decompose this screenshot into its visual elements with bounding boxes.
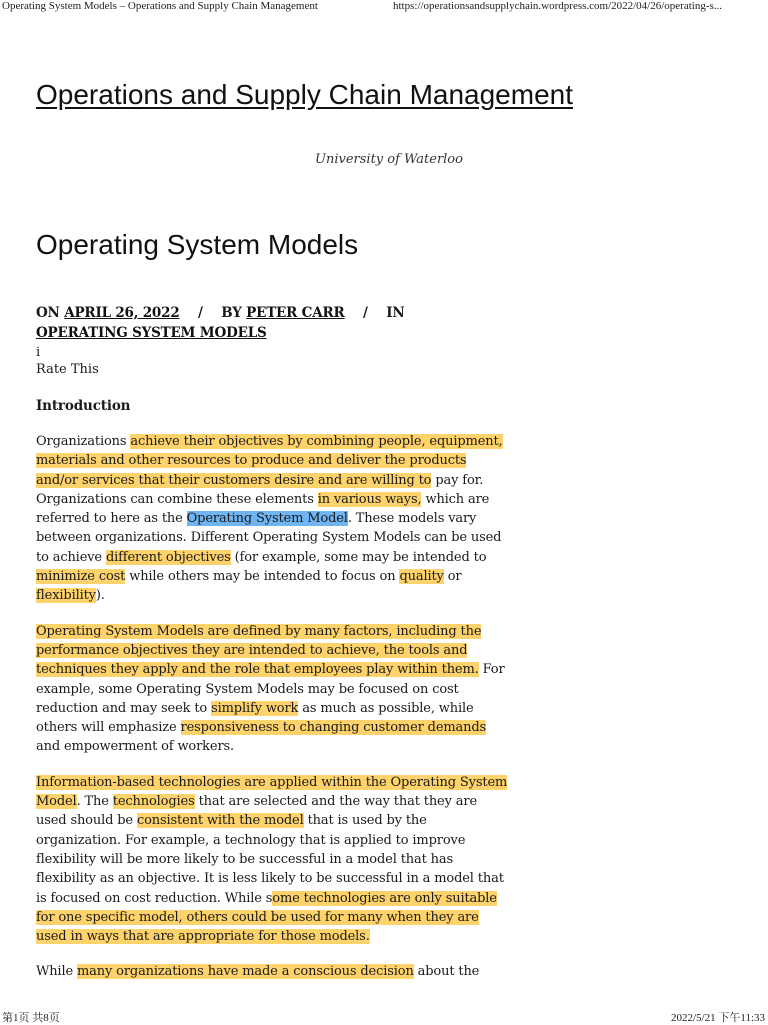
highlighted-text: minimize cost — [36, 569, 126, 585]
meta-separator: / — [198, 305, 203, 321]
text-run: For example, some Operating System Models may be focused on cost reduction and may seek to — [36, 662, 505, 716]
rating-info-icon[interactable]: i — [36, 345, 41, 360]
print-page-number: 第1页 共8页 — [2, 1012, 60, 1024]
meta-on-label: ON — [36, 305, 60, 321]
highlighted-text: responsiveness to changing customer demands — [180, 720, 487, 736]
rate-this-label[interactable]: Rate This — [36, 362, 99, 377]
post-content — [36, 396, 511, 998]
text-run: that is used by the organization. For example, a technology that is applied to improve flexibility will be more likely to be successful in a model that has flexibility as an objective. It is less likely to be successful in a model that is focused on cost reduction. While s — [36, 813, 504, 906]
print-header — [0, 0, 768, 14]
text-run: as much as possible, while others will emphasize — [36, 700, 474, 736]
highlighted-text: different objectives — [105, 549, 231, 565]
text-run: while others may be intended to focus on — [125, 569, 400, 585]
highlighted-text: quality — [399, 569, 444, 585]
text-run: pay for. Organizations can combine these elements — [36, 472, 484, 507]
post-meta — [36, 303, 496, 343]
site-description: University of Waterloo — [315, 152, 463, 167]
paragraph — [36, 962, 511, 981]
text-run: Organizations — [36, 434, 131, 449]
meta-by-label: BY — [221, 305, 242, 321]
print-datetime: 2022/5/21 下午11:33 — [670, 1012, 765, 1024]
text-run: . The — [76, 794, 113, 810]
site-title-link[interactable]: Operations and Supply Chain Management — [36, 79, 574, 110]
category-link[interactable]: OPERATING SYSTEM MODELS — [36, 325, 267, 341]
print-page-title: Operating System Models – Operations and Supply Chain Management — [2, 0, 318, 12]
highlighted-text: achieve their objectives by combining people, equipment, materials and other resources to produce and deliver the products and/or services that their customers desire and are willing to — [36, 434, 503, 488]
meta-separator: / — [363, 305, 368, 321]
text-run: While — [36, 964, 77, 980]
intro-heading: Introduction — [36, 398, 131, 414]
print-page-url: https://operationsandsupplychain.wordpress.com/2022/04/26/operating-s... — [393, 0, 723, 12]
highlighted-text: flexibility — [36, 588, 96, 604]
highlighted-text: consistent with the model — [136, 813, 304, 829]
highlighted-text: in various ways, — [317, 491, 422, 507]
print-footer — [0, 1009, 768, 1023]
author-link[interactable]: PETER CARR — [246, 305, 345, 321]
highlighted-text: ome technologies are only suitable for one specific model, others could be used for many when they are used in ways that are appropriate for those models. — [36, 890, 497, 945]
text-run: that are selected and the way that they are used should be — [36, 794, 477, 829]
text-run: about the — [413, 964, 480, 980]
paragraph — [36, 773, 511, 947]
post-title: Operating System Models — [36, 229, 359, 260]
paragraph — [36, 622, 511, 757]
text-run: or — [443, 569, 462, 585]
text-run: ). — [95, 588, 105, 604]
highlighted-text: many organizations have made a conscious decision — [76, 964, 414, 980]
highlighted-text: technologies — [112, 794, 195, 810]
text-run: which are referred to here as the — [36, 491, 490, 527]
post-date-link[interactable]: APRIL 26, 2022 — [64, 305, 180, 321]
text-run: . These models vary between organizations. Different Operating System Models can be used to achieve — [36, 511, 502, 565]
selected-text: Operating System Model — [186, 511, 348, 527]
meta-in-label: IN — [386, 305, 405, 321]
highlighted-text: Information-based technologies are applied within the Operating System Model — [36, 774, 508, 810]
text-run: (for example, some may be intended to — [230, 549, 487, 565]
highlighted-text: Operating System Models are defined by many factors, including the performance objectives they are intended to achieve, the tools and techniques they apply and the role that employees play within them. — [36, 623, 482, 678]
paragraph — [36, 432, 511, 606]
text-run: and empowerment of workers. — [36, 739, 235, 755]
highlighted-text: simplify work — [211, 700, 299, 716]
